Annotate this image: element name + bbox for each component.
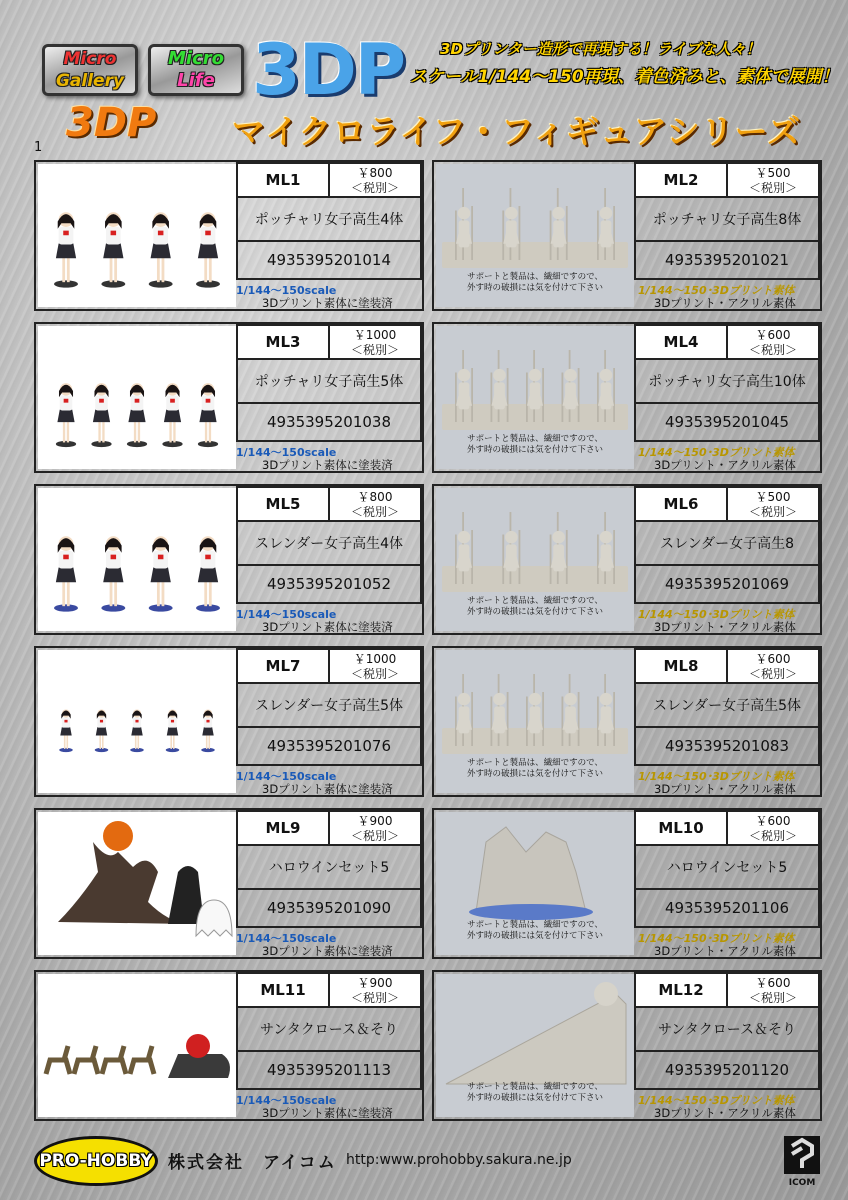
tagline-1: 3Dプリンター造形で再現する！ライブな人々！: [440, 40, 761, 58]
price-value: ￥600: [755, 328, 791, 342]
product-photo: [38, 974, 236, 1117]
figure-painted: [198, 383, 218, 447]
product-photo: [436, 488, 634, 631]
price-value: ￥800: [357, 166, 393, 180]
tax-note: ＜税別＞: [350, 343, 399, 357]
figure-painted: [166, 709, 180, 752]
product-code: ML1: [236, 162, 330, 198]
main-3dp-title: 3DP: [252, 29, 405, 111]
product-name: ハロウインセット5: [634, 846, 820, 890]
tagline-2: スケール1/144～150再現、着色済みと、素体で展開！: [410, 67, 839, 87]
price-value: ￥1000: [353, 652, 397, 666]
micro-gallery-logo-line2: Gallery: [55, 71, 125, 91]
jan-code: 4935395201045: [634, 404, 820, 442]
figure-painted: [130, 709, 144, 752]
jan-code: 4935395201038: [236, 404, 422, 442]
series-3dp-label: 3DP: [66, 100, 157, 146]
finish-note: 3Dプリント素体に塗装済: [262, 1106, 393, 1120]
micro-life-logo: [148, 44, 244, 96]
figure-painted: [56, 383, 76, 447]
price-box: [330, 486, 422, 522]
jan-code: 4935395201069: [634, 566, 820, 604]
product-card: [432, 970, 822, 1121]
finish-note: 3Dプリント・アクリル素体: [654, 782, 796, 796]
caution-line: 外す時の破損には気を付けて下さい: [466, 283, 603, 293]
tax-note: ＜税別＞: [350, 829, 399, 843]
finish-note: 3Dプリント素体に塗装済: [262, 620, 393, 634]
price-box: [728, 162, 820, 198]
product-illustration: [38, 326, 236, 469]
product-photo: [38, 326, 236, 469]
price-box: [728, 486, 820, 522]
product-card: [432, 646, 822, 797]
reindeer: [102, 1046, 126, 1074]
caution-line: 外す時の破損には気を付けて下さい: [466, 931, 603, 941]
tax-note: ＜税別＞: [350, 505, 399, 519]
product-card: [34, 484, 424, 635]
product-code: ML10: [634, 810, 728, 846]
caution-line: 外す時の破損には気を付けて下さい: [466, 1093, 603, 1103]
caution-line: 外す時の破損には気を付けて下さい: [466, 445, 603, 455]
product-code: ML5: [236, 486, 330, 522]
jan-code: 4935395201076: [236, 728, 422, 766]
product-code: ML6: [634, 486, 728, 522]
price-box: [728, 324, 820, 360]
tax-note: ＜税別＞: [350, 667, 399, 681]
reindeer: [130, 1046, 154, 1074]
website-url[interactable]: http:www.prohobby.sakura.ne.jp: [346, 1152, 572, 1168]
product-name: ポッチャリ女子高生4体: [236, 198, 422, 242]
price-value: ￥900: [357, 814, 393, 828]
price-value: ￥900: [357, 976, 393, 990]
product-photo: [436, 974, 634, 1117]
price-box: [728, 810, 820, 846]
figure-painted: [201, 709, 215, 752]
caution-line: サポートと製品は、繊細ですので、: [467, 272, 603, 282]
finish-note: 3Dプリント・アクリル素体: [654, 458, 796, 472]
figure-painted: [149, 536, 173, 611]
scale-label: 1/144～150･3Dプリント素体: [638, 284, 795, 297]
figure-painted: [149, 212, 173, 287]
print-base: [469, 904, 593, 920]
reindeer: [74, 1046, 98, 1074]
tax-note: ＜税別＞: [350, 991, 399, 1005]
jan-code: 4935395201120: [634, 1052, 820, 1090]
jan-code: 4935395201052: [236, 566, 422, 604]
caution-line: サポートと製品は、繊細ですので、: [467, 434, 603, 444]
product-code: ML2: [634, 162, 728, 198]
jan-code: 4935395201021: [634, 242, 820, 280]
scale-label: 1/144～150･3Dプリント素体: [638, 446, 795, 459]
product-code: ML7: [236, 648, 330, 684]
price-value: ￥500: [755, 490, 791, 504]
scale-label: 1/144～150scale: [236, 608, 337, 621]
product-code: ML11: [236, 972, 330, 1008]
figure-painted: [91, 383, 111, 447]
reindeer: [46, 1046, 70, 1074]
price-value: ￥1000: [353, 328, 397, 342]
caution-line: 外す時の破損には気を付けて下さい: [466, 769, 603, 779]
product-photo: [38, 812, 236, 955]
figure-painted: [127, 383, 147, 447]
finish-note: 3Dプリント・アクリル素体: [654, 1106, 796, 1120]
tax-note: ＜税別＞: [350, 181, 399, 195]
santa-claus: [186, 1034, 210, 1058]
micro-gallery-logo: [42, 44, 138, 96]
figure-painted: [54, 536, 78, 611]
figure-painted: [196, 212, 220, 287]
product-name: サンタクロース＆そり: [634, 1008, 820, 1052]
product-card: [34, 646, 424, 797]
product-name: サンタクロース＆そり: [236, 1008, 422, 1052]
price-value: ￥600: [755, 652, 791, 666]
tax-note: ＜税別＞: [748, 829, 797, 843]
jan-code: 4935395201014: [236, 242, 422, 280]
product-card: [34, 322, 424, 473]
product-card: [34, 970, 424, 1121]
product-photo: [436, 326, 634, 469]
product-card: [432, 808, 822, 959]
product-illustration: [38, 812, 236, 955]
price-value: ￥600: [755, 814, 791, 828]
company-name: 株式会社 アイコム: [168, 1153, 337, 1173]
product-name: ポッチャリ女子高生10体: [634, 360, 820, 404]
product-code: ML3: [236, 324, 330, 360]
finish-note: 3Dプリント・アクリル素体: [654, 296, 796, 310]
scale-label: 1/144～150scale: [236, 446, 337, 459]
pro-hobby-logo-text: PRO-HOBBY: [39, 1151, 153, 1171]
price-box: [330, 324, 422, 360]
price-box: [330, 648, 422, 684]
tax-note: ＜税別＞: [748, 667, 797, 681]
product-photo: [436, 164, 634, 307]
scale-label: 1/144～150･3Dプリント素体: [638, 608, 795, 621]
support-caution-note: [436, 920, 634, 942]
product-card: [34, 160, 424, 311]
caution-line: サポートと製品は、繊細ですので、: [467, 758, 603, 768]
price-box: [330, 810, 422, 846]
tax-note: ＜税別＞: [748, 343, 797, 357]
finish-note: 3Dプリント・アクリル素体: [654, 944, 796, 958]
tax-note: ＜税別＞: [748, 991, 797, 1005]
figure-painted: [101, 212, 125, 287]
figure-painted: [162, 383, 182, 447]
scale-label: 1/144～150scale: [236, 932, 337, 945]
price-box: [728, 648, 820, 684]
support-caution-note: [436, 1082, 634, 1104]
product-name: スレンダー女子高生4体: [236, 522, 422, 566]
micro-gallery-logo-line1: Micro: [63, 49, 117, 69]
caution-line: サポートと製品は、繊細ですので、: [467, 920, 603, 930]
jan-code: 4935395201090: [236, 890, 422, 928]
product-photo: [38, 164, 236, 307]
product-card: [432, 322, 822, 473]
product-illustration: [38, 650, 236, 793]
pumpkin: [103, 821, 133, 851]
product-card: [34, 808, 424, 959]
figure-painted: [95, 709, 109, 752]
price-value: ￥500: [755, 166, 791, 180]
product-name: ポッチャリ女子高生8体: [634, 198, 820, 242]
jan-code: 4935395201106: [634, 890, 820, 928]
scale-label: 1/144～150scale: [236, 1094, 337, 1107]
support-caution-note: [436, 596, 634, 618]
product-code: ML9: [236, 810, 330, 846]
raw-halloween-print: [476, 827, 586, 912]
finish-note: 3Dプリント素体に塗装済: [262, 782, 393, 796]
product-name: ポッチャリ女子高生5体: [236, 360, 422, 404]
caution-line: 外す時の破損には気を付けて下さい: [466, 607, 603, 617]
print-raft: [442, 242, 628, 268]
pro-hobby-logo: [34, 1136, 158, 1186]
figure-painted: [59, 709, 73, 752]
page-number: 1: [34, 140, 43, 155]
series-title: マイクロライフ・フィギュアシリーズ: [232, 112, 802, 151]
jan-code: 4935395201083: [634, 728, 820, 766]
product-name: スレンダー女子高生8: [634, 522, 820, 566]
product-name: ハロウインセット5: [236, 846, 422, 890]
micro-life-logo-line1: Micro: [168, 48, 224, 69]
print-raft: [442, 566, 628, 592]
product-name: スレンダー女子高生5体: [236, 684, 422, 728]
jan-code: 4935395201113: [236, 1052, 422, 1090]
tax-note: ＜税別＞: [748, 181, 797, 195]
support-caution-note: [436, 272, 634, 294]
figure-painted: [101, 536, 125, 611]
price-value: ￥800: [357, 490, 393, 504]
icom-logo-text: ICOM: [788, 1178, 816, 1188]
finish-note: 3Dプリント素体に塗装済: [262, 944, 393, 958]
product-code: ML8: [634, 648, 728, 684]
scale-label: 1/144～150scale: [236, 770, 337, 783]
product-photo: [436, 812, 634, 955]
caution-line: サポートと製品は、繊細ですので、: [467, 596, 603, 606]
caution-line: サポートと製品は、繊細ですので、: [467, 1082, 603, 1092]
scale-label: 1/144～150･3Dプリント素体: [638, 770, 795, 783]
raw-santa-print: [446, 994, 626, 1084]
product-photo: [38, 488, 236, 631]
finish-note: 3Dプリント・アクリル素体: [654, 620, 796, 634]
micro-life-logo-line2: Life: [177, 70, 215, 91]
scale-label: 1/144～150･3Dプリント素体: [638, 932, 795, 945]
price-box: [330, 972, 422, 1008]
product-illustration: [38, 974, 236, 1117]
product-photo: [38, 650, 236, 793]
support-caution-note: [436, 758, 634, 780]
figure-painted: [54, 212, 78, 287]
raw-santa-head: [594, 982, 618, 1006]
product-code: ML12: [634, 972, 728, 1008]
product-name: スレンダー女子高生5体: [634, 684, 820, 728]
product-card: [432, 160, 822, 311]
tax-note: ＜税別＞: [748, 505, 797, 519]
price-box: [330, 162, 422, 198]
product-illustration: [38, 164, 236, 307]
figure-painted: [196, 536, 220, 611]
scale-label: 1/144～150･3Dプリント素体: [638, 1094, 795, 1107]
product-code: ML4: [634, 324, 728, 360]
price-box: [728, 972, 820, 1008]
support-caution-note: [436, 434, 634, 456]
scale-label: 1/144～150scale: [236, 284, 337, 297]
product-card: [432, 484, 822, 635]
finish-note: 3Dプリント素体に塗装済: [262, 296, 393, 310]
product-photo: [436, 650, 634, 793]
product-illustration: [38, 488, 236, 631]
finish-note: 3Dプリント素体に塗装済: [262, 458, 393, 472]
dead-tree: [58, 842, 188, 924]
price-value: ￥600: [755, 976, 791, 990]
